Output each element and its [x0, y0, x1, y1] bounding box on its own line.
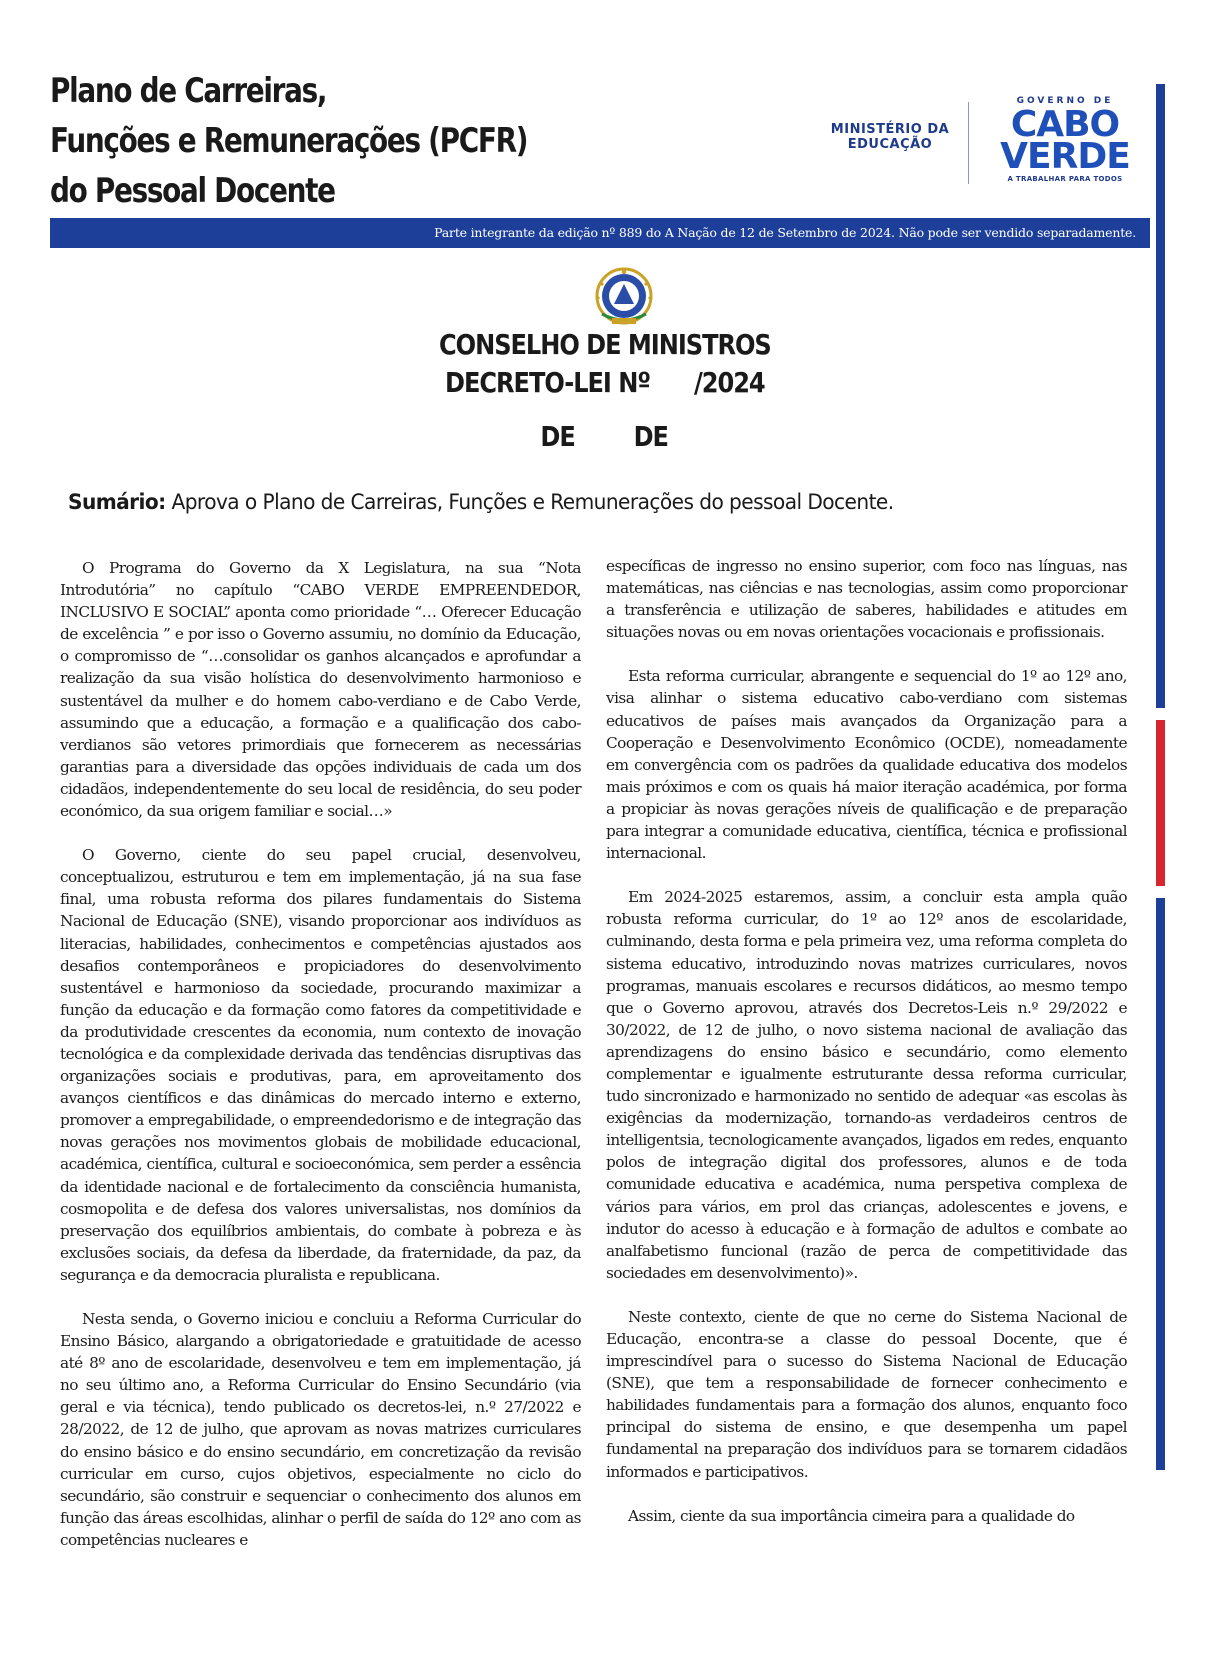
summary: [68, 490, 894, 514]
government-logo: [980, 96, 1150, 196]
paragraph: O Governo, ciente do seu papel crucial, desenvolveu, conceptualizou, estruturou e tem em implementação, já na sua fase final, uma robusta reforma dos pilares fundamentais do Sistema Nacional de Educação (SNE), visando proporcionar aos indivíduos as literacias, habilidades, conhecimentos e competências ajustados aos desafios contemporâneos e propiciadores do desenvolvimento sustentável e harmonioso da sociedade, procurando maximizar a função da educação e da formação como fatores da competitividade e da produtividade crescentes da economia, num contexto de inovação tecnológica e da complexidade derivada das tendências disruptivas das organizações sociais e produtivas, para, em aproveitamento dos avanços científicos e das dinâmicas do mercado interno e externo, promover a empregabilidade, o empreendedorismo e de integração das novas gerações nos movimentos globais de mobilidade educacional, académica, científica, cultural e socioeconómica, sem perder a essência da identidade nacional e de fortalecimento da consciência humanista, cosmopolita e de defesa dos valores universalistas, nos domínios da preservação dos equilíbrios ambientais, do combate à pobreza e às exclusões sociais, da defesa da liberdade, da fraternidade, da paz, da segurança e da democracia pluralista e republicana.: [60, 846, 581, 1284]
side-stripe-blue-bottom: [1156, 898, 1165, 1470]
body-column-right: [606, 555, 1127, 1549]
government-logo-tagline: A TRABALHAR PARA TODOS: [1007, 175, 1123, 183]
paragraph: O Programa do Governo da X Legislatura, na sua “Nota Introdutória” no capítulo “CABO VERDE EMPREENDEDOR, INCLUSIVO E SOCIAL” aponta como prioridade “… Oferecer Educação de excelência ” e por isso o Governo assumiu, no domínio da Educação, o compromisso de “…consolidar os ganhos alcançados e aprofundar a realização da sua visão holística do desenvolvimento harmonioso e sustentável da mulher e do homem cabo-verdiano e de Cabo Verde, assumindo que a educação, a formação e a qualificação dos cabo-verdianos são vetores primordiais que fornecerem as necessárias garantias para a diversidade das opções individuais de cada um dos cidadãos, independentemente do seu local de residência, do seu poder económico, da sua origem familiar e social…»: [60, 559, 581, 821]
document-title: [50, 66, 527, 216]
title-line-3: do Pessoal Docente: [50, 171, 335, 211]
paragraph: Nesta senda, o Governo iniciou e concluiu a Reforma Curricular do Ensino Básico, alargando a obrigatoriedade e gratuitidade de acesso até 8º ano de escolaridade, desenvolveu e tem em implementação, já no seu último ano, a Reforma Curricular do Ensino Secundário (via geral e via técnica), tendo publicado os decretos-lei, n.º 27/2022 e 28/2022, de 12 de julho, que aprovam as novas matrizes curriculares do ensino básico e do ensino secundário, em concretização da revisão curricular em curso, cujos objetivos, especialmente no ciclo do secundário, são construir e sequenciar o conhecimento dos alunos em função das áreas escolhidas, alinhar o perfil de saída do 12º ano com as competências nucleares e: [60, 1310, 581, 1549]
ministry-logo: [825, 122, 955, 152]
paragraph: Assim, ciente da sua importância cimeira para a qualidade do: [628, 1506, 1075, 1525]
summary-label: Sumário:: [68, 490, 166, 514]
coat-of-arms-icon: [588, 262, 660, 334]
government-logo-line1: GOVERNO DE: [1016, 96, 1114, 106]
header-logos: [825, 96, 1155, 206]
title-line-2: Funções e Remunerações (PCFR): [50, 121, 528, 161]
paragraph: Esta reforma curricular, abrangente e sequencial do 1º ao 12º ano, visa alinhar o sistema educativo cabo-verdiano com sistemas educativos de países mais avançados da Organização para a Cooperação e Desenvolvimento Econômico (OCDE), nomeadamente em convergência com os padrões da qualidade educativa dos modelos mais próximos e com os quais há maior iteração académica, por forma a propiciar às novas gerações níveis de qualificação e de preparação para integrar a comunidade educativa, científica, técnica e profissional internacional.: [606, 667, 1127, 863]
date-heading: DE DE: [540, 420, 669, 453]
decree-heading: DECRETO-LEI Nº /2024: [444, 366, 765, 399]
council-heading: CONSELHO DE MINISTROS: [438, 328, 771, 361]
edition-band: [50, 218, 1150, 248]
ministry-line-1: MINISTÉRIO DA: [830, 122, 950, 137]
paragraph: Em 2024-2025 estaremos, assim, a concluir esta ampla quão robusta reforma curricular, do 1º ao 12º anos de escolaridade, culminando, desta forma e pela primeira vez, uma reforma completa do sistema educativo, introduzindo novas matrizes curriculares, novos programas, manuais escolares e recursos didáticos, ao mesmo tempo que o Governo aprovou, através dos Decretos-Leis n.º 29/2022 e 30/2022, de 12 de julho, o novo sistema nacional de avaliação das aprendizagens do ensino básico e secundário, como elemento complementar e igualmente estruturante dessa reforma curricular, tudo sincronizado e harmonizado no sentido de adequar «as escolas às exigências da modernização, tornando-as verdadeiros centros de intelligentsia, tecnologicamente avançados, ligados em redes, enquanto polos de integração digital dos professores, alunos e de toda comunidade educativa e académica, numa perspetiva complexa de vários para vários, em prol das crianças, adolescentes e jovens, e indutor do acesso à educação e à formação de adultos e combate ao analfabetismo funcional (razão de perca de competitividade das sociedades em desenvolvimento)».: [606, 888, 1127, 1282]
edition-note: Parte integrante da edição nº 889 do A Nação de 12 de Setembro de 2024. Não pode ser vendido separadamente.: [434, 225, 1136, 240]
summary-text: Aprova o Plano de Carreiras, Funções e Remunerações do pessoal Docente.: [165, 490, 894, 514]
side-stripe-red: [1156, 720, 1165, 886]
logo-divider: [968, 102, 969, 184]
paragraph: Neste contexto, ciente de que no cerne do Sistema Nacional de Educação, encontra-se a classe do pessoal Docente, que é imprescindível para o sucesso do Sistema Nacional de Educação (SNE), que tem a responsabilidade de fornecer conhecimento e habilidades fundamentais para a formação dos alunos, enquanto foco principal do sistema de ensino, e que desempenha um papel fundamental na preparação dos indivíduos para se tornarem cidadãos informados e participativos.: [606, 1307, 1127, 1481]
body-column-left: [60, 557, 581, 1573]
paragraph: específicas de ingresso no ensino superior, com foco nas línguas, nas matemáticas, nas ciências e nas tecnologias, assim como proporcionar a transferência e utilização de saberes, habilidades e atitudes em situações novas ou em novas orientações vocacionais e profissionais.: [606, 557, 1127, 642]
title-line-1: Plano de Carreiras,: [50, 71, 327, 111]
ministry-line-2: EDUCAÇÃO: [847, 137, 933, 152]
government-logo-line2: CABO VERDE: [1000, 104, 1130, 177]
